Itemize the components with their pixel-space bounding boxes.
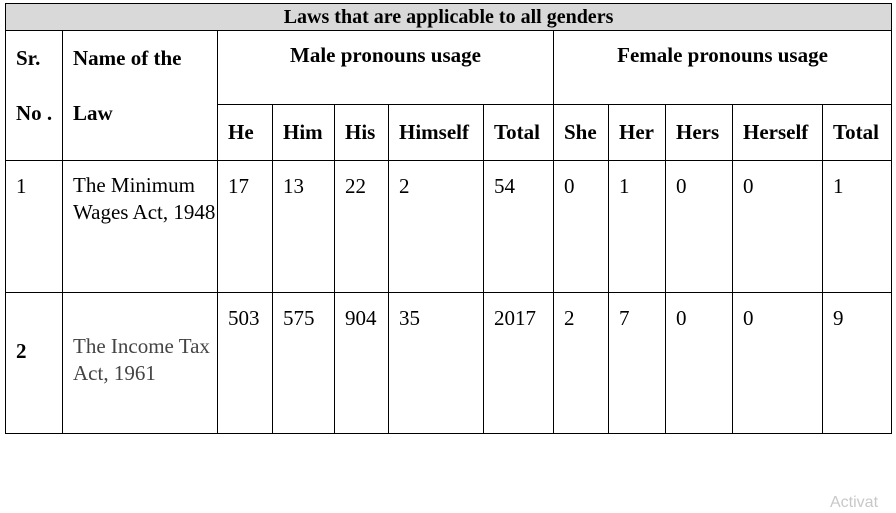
female-col-hers: Hers xyxy=(666,105,733,161)
he-count: 503 xyxy=(218,293,273,434)
law-name-header: Name of the Law xyxy=(63,31,218,161)
he-count: 17 xyxy=(218,161,273,293)
herself-count: 0 xyxy=(733,161,823,293)
female-pronouns-header: Female pronouns usage xyxy=(554,31,892,105)
laws-table xyxy=(5,3,892,434)
activation-watermark: Activat xyxy=(830,494,879,511)
male-total: 54 xyxy=(484,161,554,293)
himself-count: 35 xyxy=(389,293,484,434)
female-col-her: Her xyxy=(609,105,666,161)
table-title: Laws that are applicable to all genders xyxy=(6,4,892,31)
title-row xyxy=(6,4,892,31)
table-row xyxy=(6,293,892,434)
male-col-total: Total xyxy=(484,105,554,161)
male-col-him: Him xyxy=(273,105,335,161)
her-count: 7 xyxy=(609,293,666,434)
male-col-he: He xyxy=(218,105,273,161)
female-total: 1 xyxy=(823,161,892,293)
she-count: 2 xyxy=(554,293,609,434)
hers-count: 0 xyxy=(666,293,733,434)
female-col-total: Total xyxy=(823,105,892,161)
sr-no-cell: 1 xyxy=(6,161,63,293)
law-name-cell: The Income Tax Act, 1961 xyxy=(63,293,218,434)
him-count: 13 xyxy=(273,161,335,293)
her-count: 1 xyxy=(609,161,666,293)
him-count: 575 xyxy=(273,293,335,434)
table-row xyxy=(6,161,892,293)
male-col-himself: Himself xyxy=(389,105,484,161)
male-col-his: His xyxy=(335,105,389,161)
his-count: 22 xyxy=(335,161,389,293)
male-total: 2017 xyxy=(484,293,554,434)
she-count: 0 xyxy=(554,161,609,293)
female-col-she: She xyxy=(554,105,609,161)
sr-no-cell: 2 xyxy=(6,293,63,434)
law-name-cell: The Minimum Wages Act, 1948 xyxy=(63,161,218,293)
hers-count: 0 xyxy=(666,161,733,293)
male-pronouns-header: Male pronouns usage xyxy=(218,31,554,105)
himself-count: 2 xyxy=(389,161,484,293)
sr-no-header: Sr. No . xyxy=(6,31,63,161)
his-count: 904 xyxy=(335,293,389,434)
header-row xyxy=(6,31,892,105)
female-col-herself: Herself xyxy=(733,105,823,161)
female-total: 9 xyxy=(823,293,892,434)
herself-count: 0 xyxy=(733,293,823,434)
